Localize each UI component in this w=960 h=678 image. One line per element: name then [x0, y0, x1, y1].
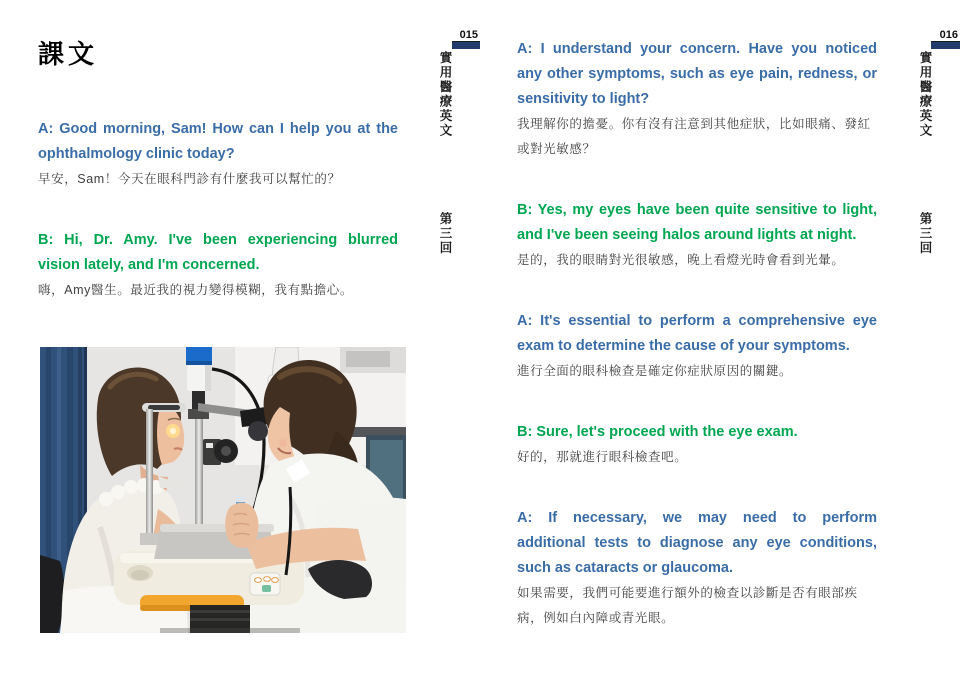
dialogue-zh-line: 是的，我的眼睛對光很敏感，晚上看燈光時會看到光暈。 [517, 253, 845, 267]
right-dialogue-column [517, 37, 877, 667]
dialogue-zh-line: 進行全面的眼科檢查是確定你症狀原因的關鍵。 [517, 364, 793, 378]
dialogue-en-line: B: Sure, let's proceed with the eye exam. [517, 424, 798, 440]
dialogue-zh-line: 好的，那就進行眼科檢查吧。 [517, 450, 688, 464]
dialogue-block [38, 228, 398, 303]
dialogue-en-line: A: If necessary, we may need to perform [517, 510, 877, 526]
dialogue-en-line: and I've been seeing halos around lights at night. [517, 227, 857, 243]
chapter-label-vertical: 第三回 [918, 212, 932, 256]
dialogue-en-line: vision lately, and I'm concerned. [38, 257, 260, 273]
dialogue-block [517, 420, 877, 470]
chair-left [40, 555, 65, 633]
page-number: 016 [931, 29, 960, 42]
dialogue-en-line: such as cataracts or glaucoma. [517, 560, 733, 576]
dialogue-en-line: exam to determine the cause of your symptoms. [517, 338, 850, 354]
page-title: 課文 [38, 39, 99, 69]
dialogue-en-line: sensitivity to light? [517, 91, 650, 107]
dialogue-zh-line: 我理解你的擔憂。你有沒有注意到其他症狀，比如眼痛、發紅 [517, 117, 871, 131]
dialogue-block [517, 309, 877, 384]
dialogue-zh-line: 如果需要，我們可能要進行額外的檢查以診斷是否有眼部疾 [517, 586, 858, 600]
series-title-vertical: 實用醫療英文 [438, 51, 452, 138]
page-number-bar [452, 42, 480, 49]
page-number-tab [452, 29, 480, 49]
dialogue-en-line: A: I understand your concern. Have you noticed [517, 41, 877, 57]
dialogue-en-line: B: Yes, my eyes have been quite sensitive to light, [517, 202, 877, 218]
eye-exam-photo [40, 347, 406, 633]
dialogue-en-line: additional tests to diagnose any eye conditions, [517, 535, 877, 551]
dialogue-zh-line: 早安，Sam！今天在眼科門診有什麼我可以幫忙的？ [38, 172, 341, 186]
chapter-label-vertical: 第三回 [438, 212, 452, 256]
dialogue-block [517, 37, 877, 162]
dialogue-en-line: any other symptoms, such as eye pain, redness, or [517, 66, 877, 82]
dialogue-block [517, 198, 877, 273]
left-dialogue-column [38, 117, 398, 339]
dialogue-en-line: A: It's essential to perform a comprehensive eye [517, 313, 877, 329]
dialogue-block [517, 506, 877, 631]
dialogue-zh-line: 病，例如白內障或青光眼。 [517, 611, 675, 625]
dialogue-block [38, 117, 398, 192]
dialogue-zh-line: 或對光敏感？ [517, 142, 596, 156]
page-number-tab [931, 29, 960, 49]
page-number-bar [931, 42, 960, 49]
page-number: 015 [452, 29, 480, 42]
dialogue-zh-line: 嗨，Amy醫生。最近我的視力變得模糊，我有點擔心。 [38, 283, 354, 297]
dialogue-en-line: B: Hi, Dr. Amy. I've been experiencing blurred [38, 232, 398, 248]
dialogue-en-line: A: Good morning, Sam! How can I help you at the [38, 121, 398, 137]
dialogue-en-line: ophthalmology clinic today? [38, 146, 235, 162]
series-title-vertical: 實用醫療英文 [918, 51, 932, 138]
